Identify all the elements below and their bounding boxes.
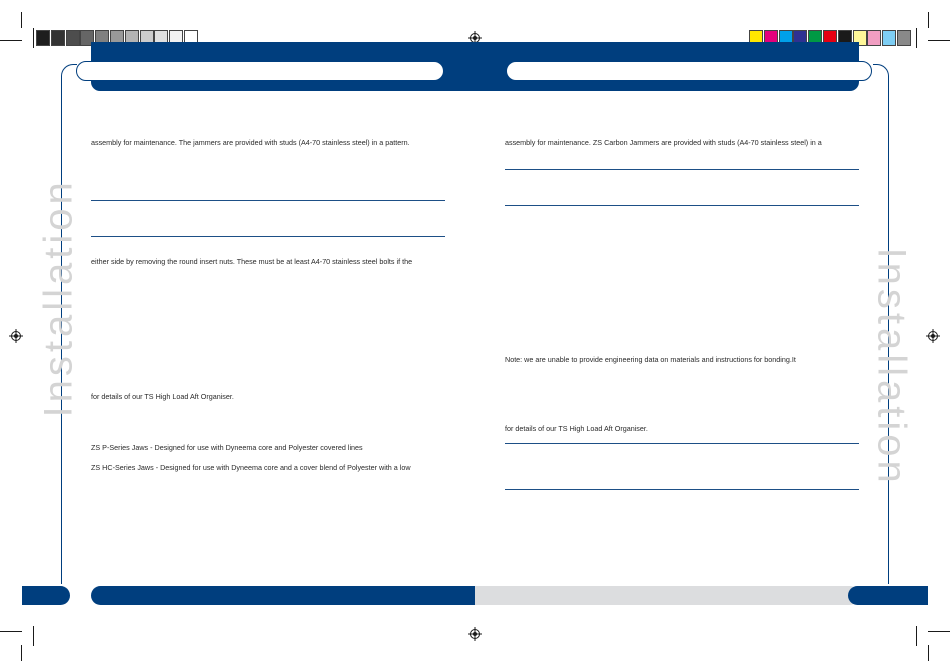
- left-page-number-tab: [22, 586, 70, 605]
- colour-swatch: [51, 30, 65, 46]
- section-divider: [505, 489, 859, 490]
- right-header-pill: [506, 61, 872, 81]
- section-divider: [91, 236, 445, 237]
- registration-mark-icon: [9, 329, 23, 343]
- colour-swatch: [867, 30, 881, 46]
- section-divider: [505, 205, 859, 206]
- registration-mark-icon: [926, 329, 940, 343]
- left-header-pill: [76, 61, 444, 81]
- section-divider: [91, 200, 445, 201]
- colour-swatch: [36, 30, 50, 46]
- right-paragraph-maintenance: assembly for maintenance. ZS Carbon Jammers are provided with studs (A4-70 stainless steel) in a: [505, 138, 822, 147]
- left-paragraph-p-series: ZS P-Series Jaws - Designed for use with Dyneema core and Polyester covered lines: [91, 443, 363, 452]
- colour-swatch: [897, 30, 911, 46]
- section-divider: [505, 169, 859, 170]
- registration-mark-icon: [468, 627, 482, 641]
- colour-swatch: [882, 30, 896, 46]
- section-divider: [505, 443, 859, 444]
- right-page-number-tab: [848, 586, 928, 605]
- left-paragraph-maintenance: assembly for maintenance. The jammers are provided with studs (A4-70 stainless steel) in a pattern.: [91, 138, 410, 147]
- right-paragraph-aft-organiser: for details of our TS High Load Aft Organiser.: [505, 424, 648, 433]
- right-paragraph-engineering-note: Note: we are unable to provide engineering data on materials and instructions for bonding.It: [505, 355, 796, 364]
- colour-swatch: [66, 30, 80, 46]
- section-tab-left: Installation: [36, 178, 81, 418]
- left-paragraph-aft-organiser: for details of our TS High Load Aft Organiser.: [91, 392, 234, 401]
- footer-grey-strip: [475, 586, 859, 605]
- left-paragraph-hc-series: ZS HC-Series Jaws - Designed for use with Dyneema core and a cover blend of Polyester with a low: [91, 463, 411, 472]
- left-paragraph-insert-nuts: either side by removing the round insert nuts. These must be at least A4-70 stainless steel bolts if the: [91, 257, 413, 266]
- section-tab-right: Installation: [869, 247, 914, 487]
